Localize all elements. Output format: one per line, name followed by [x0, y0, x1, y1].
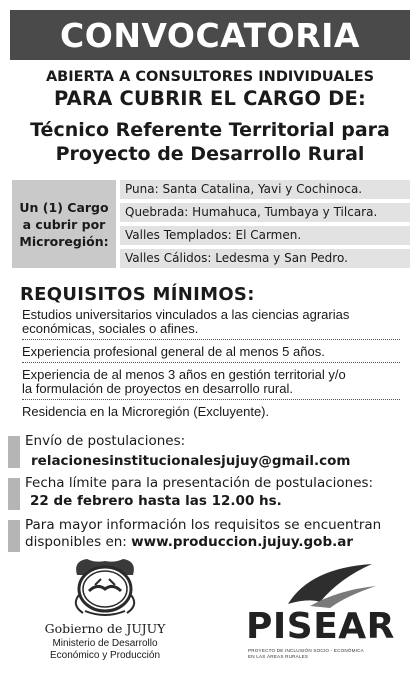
regions-list [116, 180, 410, 268]
intro-line-2: PARA CUBRIR EL CARGO DE: [53, 87, 366, 110]
region-row: Valles Templados: El Carmen. [120, 226, 410, 245]
program-subtitle-line: EN LAS ÁREAS RURALES [248, 654, 309, 659]
deadline-block [8, 474, 408, 514]
bullet-square-icon [8, 478, 20, 510]
more-info-line [25, 534, 353, 550]
ministry-line: Económico y Producción [49, 650, 161, 661]
applications-label: Envío de postulaciones: [25, 433, 186, 449]
deadline-label: Fecha límite para la presentación de postulaciones: [25, 475, 374, 491]
requirements-list [22, 307, 400, 426]
bullet-square-icon [8, 520, 20, 552]
requirement-line: Estudios universitarios vinculados a las ciencias agrarias [22, 307, 350, 322]
more-info-prefix: disponibles en: [25, 534, 132, 550]
requirement-line: la formulación de proyectos en desarrollo rural. [22, 381, 293, 396]
positions-label-line: a cubrir por [22, 216, 106, 232]
bullet-square-icon [8, 436, 20, 468]
positions-label-line: Un (1) Cargo [19, 199, 109, 215]
applications-block [8, 432, 408, 472]
requirement-line: económicas, sociales o afines. [22, 321, 199, 336]
website-link[interactable]: www.produccion.jujuy.gob.ar [131, 534, 354, 550]
position-title-line-2: Proyecto de Desarrollo Rural [55, 143, 365, 165]
region-row: Quebrada: Humahuca, Tumbaya y Tilcara. [120, 203, 410, 222]
requirement-line: Experiencia de al menos 3 años en gestión territorial y/o [22, 367, 346, 382]
requirement-item [22, 404, 400, 422]
requirement-item [22, 344, 400, 363]
coat-of-arms-icon [65, 555, 145, 617]
pisear-logo [240, 560, 400, 670]
email-link[interactable]: relacionesinstitucionalesjujuy@gmail.com [31, 453, 351, 469]
requirements-title: REQUISITOS MÍNIMOS: [20, 284, 255, 305]
more-info-line: Para mayor información los requisitos se encuentran [25, 517, 382, 533]
region-row: Valles Cálidos: Ledesma y San Pedro. [120, 249, 410, 268]
more-info-block [8, 516, 408, 556]
position-title-line-1: Técnico Referente Territorial para [30, 119, 390, 141]
requirement-line: Residencia en la Microregión (Excluyente). [22, 404, 270, 419]
program-subtitle [248, 648, 398, 660]
intro-line-1: ABIERTA A CONSULTORES INDIVIDUALES [45, 69, 375, 85]
position-title [0, 118, 420, 166]
positions-label [12, 180, 116, 268]
ministry-line: Ministerio de Desarrollo [52, 638, 158, 649]
page-title: CONVOCATORIA [60, 15, 360, 55]
region-row: Puna: Santa Catalina, Yavi y Cochinoca. [120, 180, 410, 199]
government-logo [30, 555, 180, 675]
positions-table [12, 180, 410, 268]
requirement-line: Experiencia profesional general de al menos 5 años. [22, 344, 325, 359]
program-name: PISEAR [246, 606, 395, 647]
title-banner [10, 10, 410, 60]
requirement-item [22, 307, 400, 340]
deadline-value: 22 de febrero hasta las 12.00 hs. [30, 493, 282, 509]
positions-label-line: Microregión: [19, 233, 109, 249]
ministry-name [30, 638, 180, 662]
government-name: Gobierno de JUJUY [44, 621, 166, 636]
requirement-item [22, 367, 400, 400]
program-subtitle-line: PROYECTO DE INCLUSIÓN SOCIO - ECONÓMICA [248, 648, 364, 653]
pisear-swoosh-icon [280, 560, 380, 610]
